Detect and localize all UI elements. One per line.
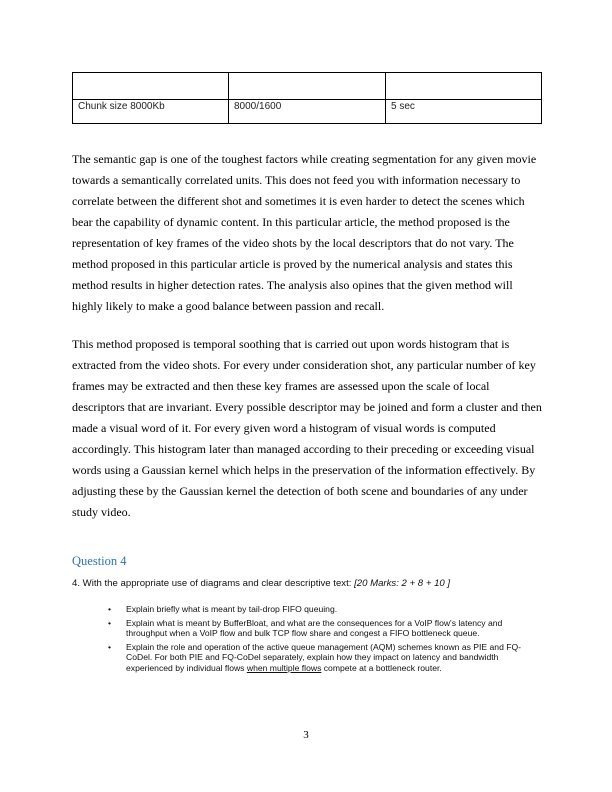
data-table: [72, 72, 542, 124]
bullet-icon: •: [108, 604, 112, 614]
body-paragraph-1: The semantic gap is one of the toughest factors while creating segmentation for any given movie towards a semantically correlated units. This does not feed you with information necessary to correlate between the different shot and sometimes it is even harder to detect the scenes which bear the capability of dynamic content. In this particular article, the method proposed is the representation of key frames of the video shots by the local descriptors that do not vary. The method proposed in this particular article is proved by the numerical analysis and states this method results in higher detection rates. The analysis also opines that the given method will highly likely to make a good balance between passion and recall.: [72, 152, 537, 313]
table-cell: [73, 73, 229, 100]
bullet-text: Explain briefly what is meant by tail-drop FIFO queuing.: [126, 604, 338, 614]
bullet-icon: •: [108, 617, 112, 628]
question-intro: [72, 578, 542, 589]
question-heading: Question 4: [72, 554, 127, 568]
body-paragraph-2: This method proposed is temporal soothing that is carried out upon words histogram that is extracted from the video shots. For every under consideration shot, any particular number of key frames may be extracted and then these key frames are assessed upon the scale of local descriptors that are invariant. Every possible descriptor may be joined and form a cluster and then made a visual word of it. For every given word a histogram of visual words is computed accordingly. This histogram later than managed according to their preceding or exceeding visual words using a Gaussian kernel which helps in the preservation of the information effectively. By adjusting these by the Gaussian kernel the detection of both scene and boundaries of any under study video.: [72, 337, 542, 519]
table-cell: 8000/1600: [229, 100, 386, 124]
list-item: [108, 604, 538, 615]
bullet-text: [126, 642, 521, 673]
bullet-text-part: Explain the role and operation of the active queue management (AQM) schemes known as PIE and FQ-CoDel. For both PIE and FQ-CoDel separately, explain how they impact on latency and bandwidth experienced by individual flows: [126, 641, 522, 673]
question-marks: [20 Marks: 2 + 8 + 10 ]: [354, 578, 451, 589]
list-item: [108, 642, 538, 674]
table-cell: [386, 73, 542, 100]
bullet-text-part: compete at a bottleneck router.: [321, 662, 442, 673]
table-row: [73, 100, 542, 124]
page-number: 3: [303, 729, 309, 741]
table-cell: Chunk size 8000Kb: [73, 100, 229, 124]
question-intro-text: 4. With the appropriate use of diagrams and clear descriptive text:: [72, 578, 355, 589]
bullet-underlined-text: when multiple flows: [246, 662, 322, 673]
bullet-icon: •: [108, 641, 112, 652]
bullet-text: Explain what is meant by BufferBloat, and what are the consequences for a VoIP flow's latency and throughput when a VoIP flow and bulk TCP flow share and congest a FIFO bottleneck queue.: [126, 617, 503, 638]
question-bullet-list: [108, 604, 538, 676]
table-cell: 5 sec: [386, 100, 542, 124]
table-cell: [229, 73, 386, 100]
list-item: [108, 618, 538, 639]
table-row: [73, 73, 542, 100]
